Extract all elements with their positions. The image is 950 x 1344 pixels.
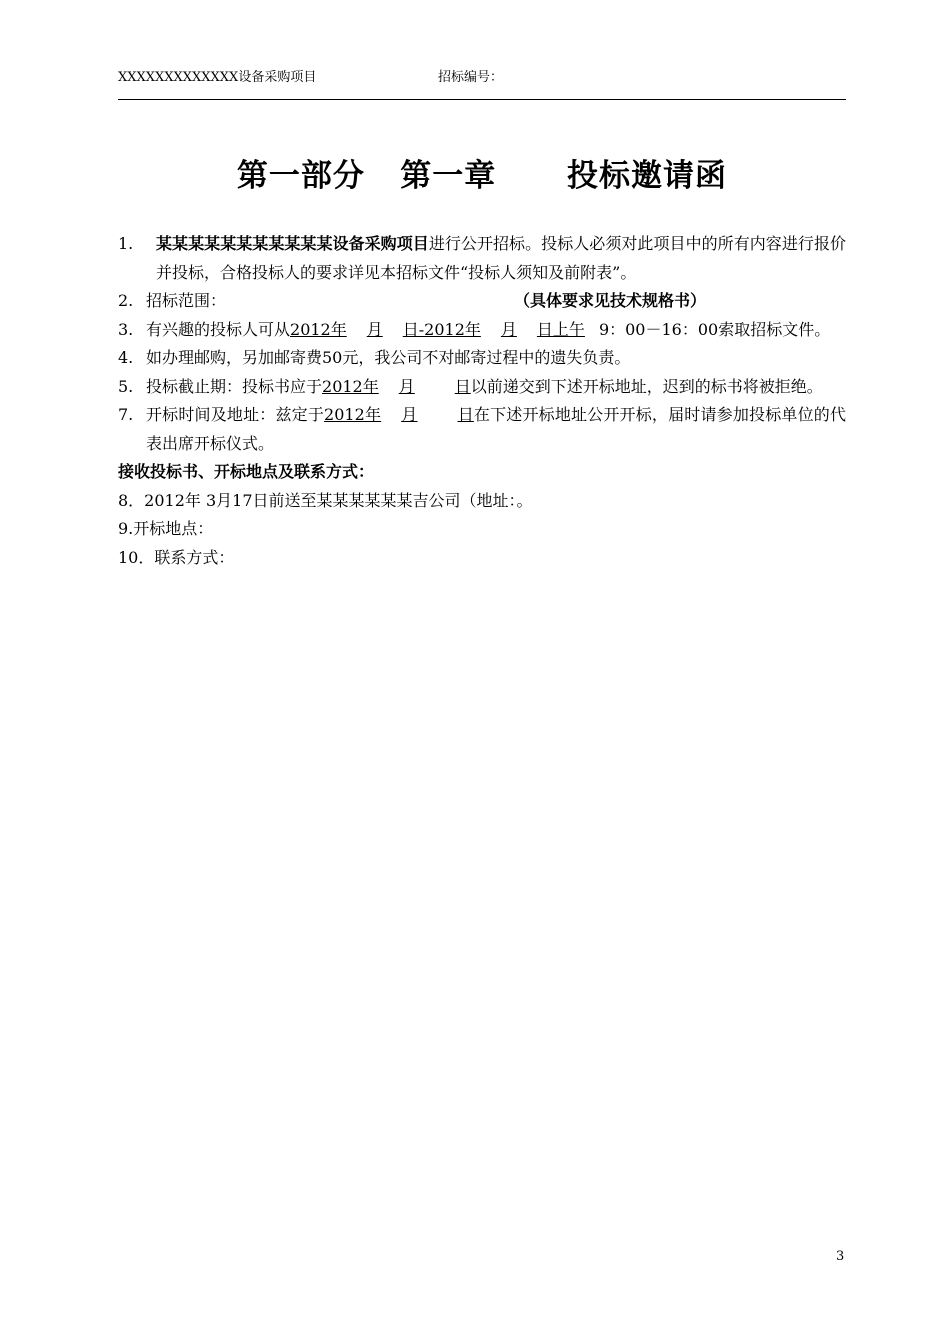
- opening-date: 2012年 月 日: [324, 405, 474, 424]
- document-body: [118, 230, 846, 572]
- item-text: 如办理邮购，另加邮寄费50元，我公司不对邮寄过程中的遗失负责。: [146, 348, 631, 367]
- item-number: 5.: [118, 376, 134, 396]
- line-9: 9.开标地点：: [118, 519, 214, 538]
- item-text: 开标时间及地址：兹定于2012年 月 日在下述开标地址公开开标，届时请参加投标单位的代表出席开标仪式。: [146, 405, 846, 453]
- item-number: 4.: [118, 348, 134, 367]
- item-number: 3.: [118, 319, 134, 339]
- list-item-7: [118, 401, 846, 458]
- item-number: 7.: [118, 405, 134, 424]
- line-8: 8．2012年 3月17日前送至某某某某某某吉公司（地址：。: [118, 490, 533, 510]
- header-divider: [118, 99, 846, 100]
- date-range: 2012年 月 日-2012年 月 日上午: [290, 319, 585, 339]
- item-text: 某某某某某某某某某某某设备采购项目进行公开招标。投标人必须对此项目中的所有内容进行报价并投标，合格投标人的要求详见本招标文件“投标人须知及前附表”。: [156, 234, 846, 282]
- item-number: 1.: [118, 234, 134, 253]
- item-text: 投标截止期：投标书应于2012年 月 日以前递交到下述开标地址，迟到的标书将被拒绝。: [146, 376, 823, 396]
- list-item-1: [118, 230, 846, 287]
- scope-note: （具体要求见技术规格书）: [514, 291, 707, 310]
- list-item-5: [118, 373, 846, 402]
- header-project-name: XXXXXXXXXXXXX设备采购项目: [118, 70, 317, 85]
- item-number: 2.: [118, 291, 134, 310]
- line-10: 10．联系方式：: [118, 547, 235, 567]
- list-item-2: [118, 287, 846, 316]
- receive-heading: 接收投标书、开标地点及联系方式：: [118, 462, 375, 481]
- header-bid-number-label: 招标编号：: [438, 70, 504, 85]
- project-name: 某某某某某某某某某某某设备采购项目: [156, 234, 429, 253]
- list-item-4: [118, 344, 846, 373]
- item-text: 有兴趣的投标人可从2012年 月 日-2012年 月 日上午 9：00－16：00索取招标文件。: [146, 319, 831, 339]
- deadline-date: 2012年 月 日: [322, 376, 471, 396]
- item-text: 招标范围： （具体要求见技术规格书）: [146, 291, 707, 310]
- page-title: 第一部分 第一章 投标邀请函: [236, 158, 728, 194]
- page-number: 3: [836, 1249, 845, 1264]
- list-item-3: [118, 316, 846, 345]
